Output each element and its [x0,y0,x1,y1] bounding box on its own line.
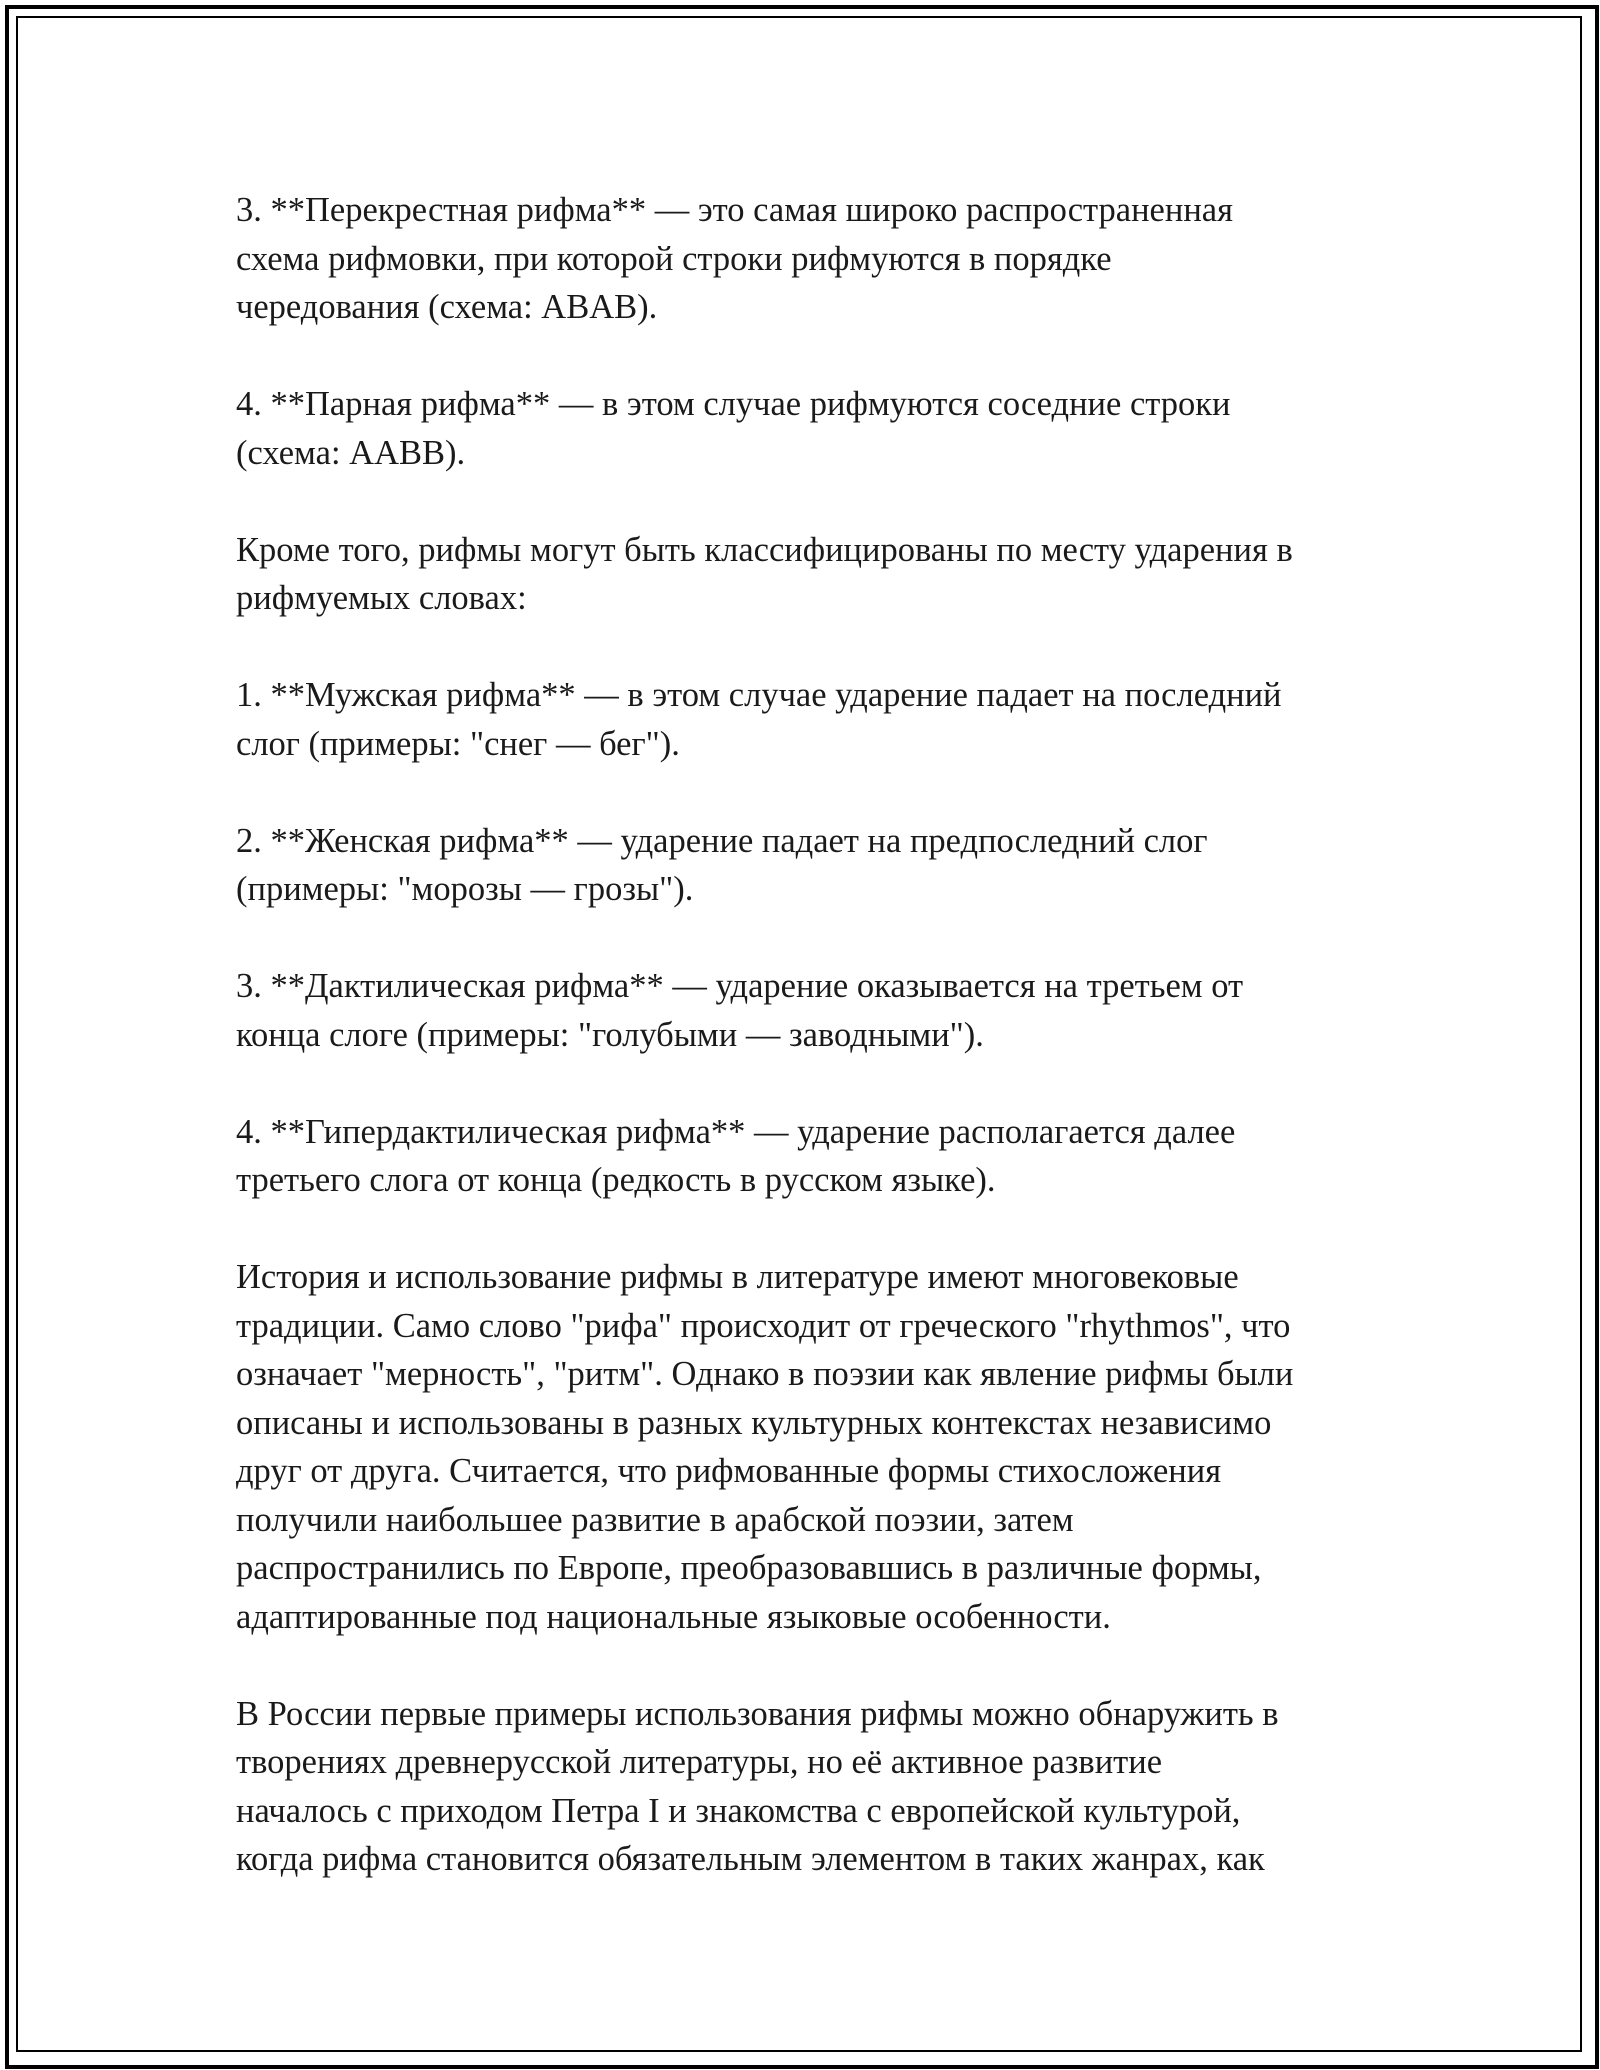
paragraph-rhyme-history: История и использование рифмы в литературе имеют многовековые традиции. Само слово "рифа" происходит от греческого "rhythmos", что означает "мерность", "ритм". Однако в поэзии как явление рифмы были описаны и использованы в разных культурных контекстах независимо друг от друга. Считается, что рифмованные формы стихосложения получили наибольшее развитие в арабской поэзии, затем распространились по Европе, преобразовавшись в различные формы, адаптированные под национальные языковые особенности. [236,1258,1294,1636]
paragraph-masculine-rhyme: 1. **Мужская рифма** — в этом случае ударение падает на последний слог (примеры: "снег — бег"). [236,676,1282,763]
paragraph-rhyme-in-russia: В России первые примеры использования рифмы можно обнаружить в творениях древнерусской литературы, но её активное развитие началось с приходом Петра I и знакомства с европейской культурой, когда рифма становится обязательным элементом в таких жанрах, как [236,1694,1279,1878]
paragraph-hyperdactylic-rhyme: 4. **Гипердактилическая рифма** — ударение располагается далее третьего слога от конца (редкость в русском языке). [236,1112,1236,1199]
document-body [236,186,1376,1932]
paragraph-dactylic-rhyme: 3. **Дактилическая рифма** — ударение оказывается на третьем от конца слоге (примеры: "голубыми — заводными"). [236,967,1244,1054]
paragraph-cross-rhyme: 3. **Перекрестная рифма** — это самая широко распространенная схема рифмовки, при которой строки рифмуются в порядке чередования (схема: ABAB). [236,191,1233,326]
paragraph-feminine-rhyme: 2. **Женская рифма** — ударение падает на предпоследний слог (примеры: "морозы — грозы"). [236,821,1208,908]
paragraph-stress-classification: Кроме того, рифмы могут быть классифицированы по месту ударения в рифмуемых словах: [236,530,1293,617]
paragraph-paired-rhyme: 4. **Парная рифма** — в этом случае рифмуются соседние строки (схема: AABB). [236,385,1231,472]
